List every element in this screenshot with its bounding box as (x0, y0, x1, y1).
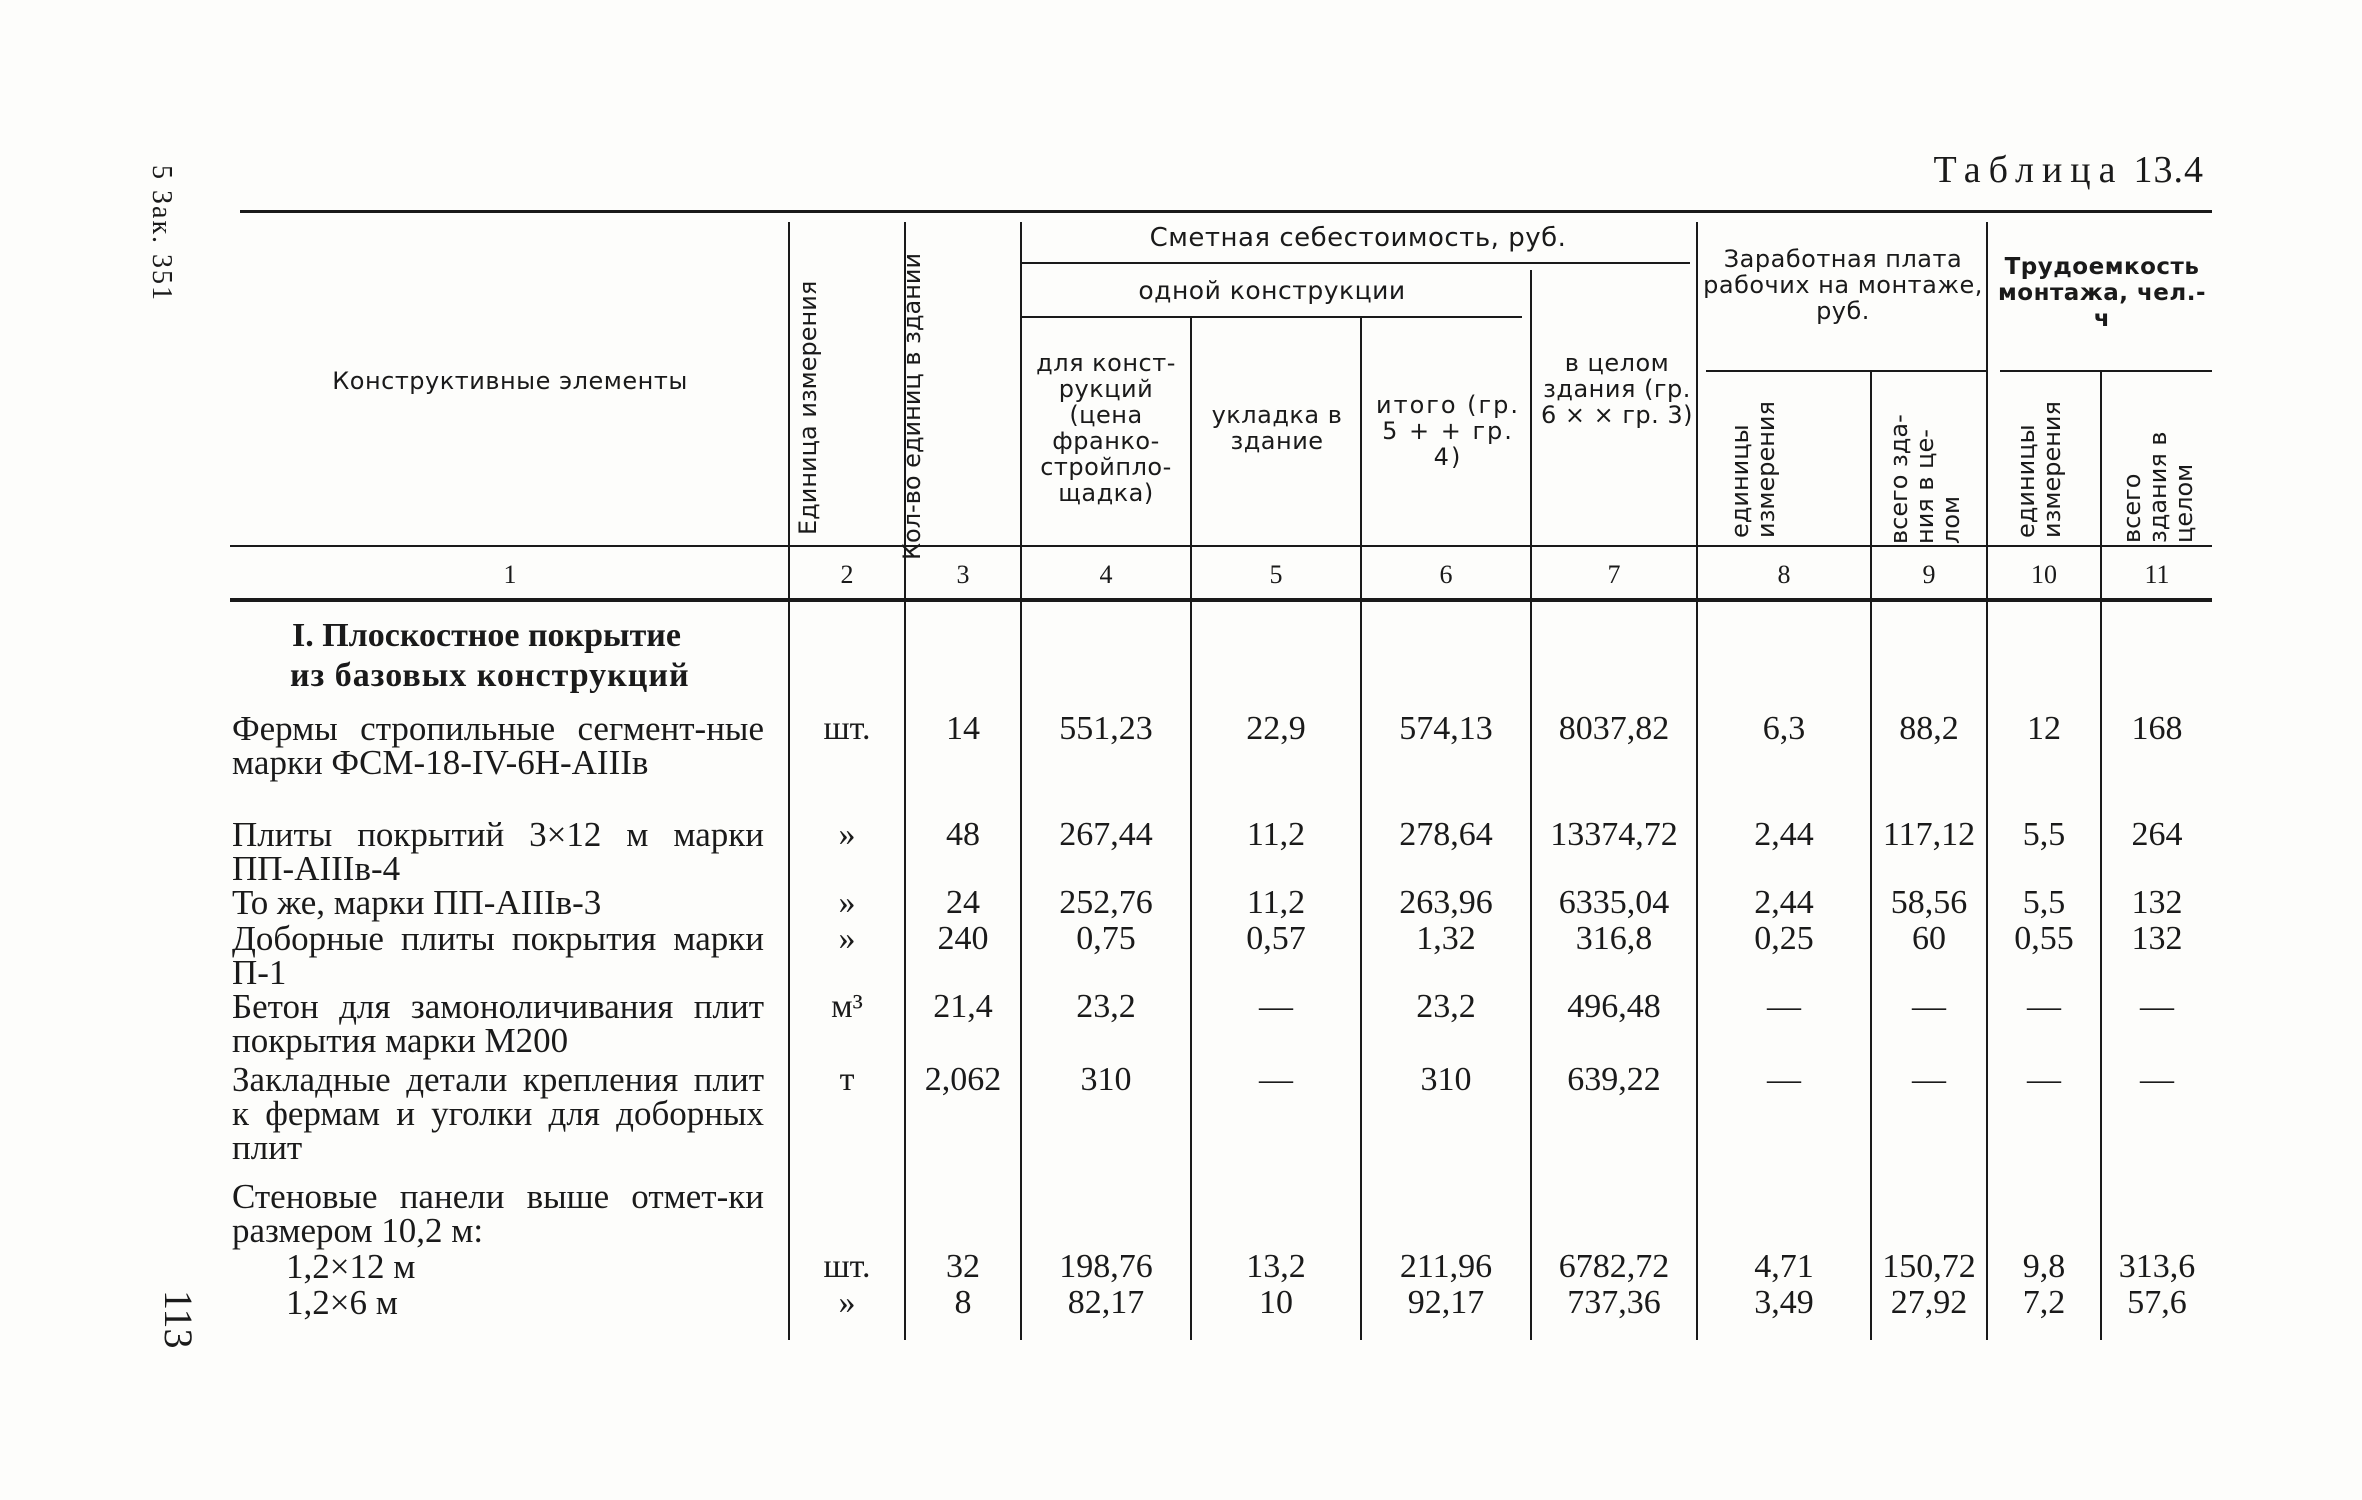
col-divider-7 (1696, 222, 1698, 1340)
header-col6: итого (гр. 5 + + гр. 4) (1375, 391, 1521, 471)
cell-qty: 2,062 (924, 1061, 1002, 1098)
header-wage-group: Заработная плата рабочих на монтаже, руб. (1703, 245, 1983, 325)
cell-c5: 11,2 (1246, 884, 1306, 921)
cell-c11: 313,6 (2118, 1248, 2196, 1285)
cell-c10: 12 (2027, 710, 2061, 747)
col-divider-3 (1020, 222, 1022, 1340)
header-col4: для конст-рукций (цена франко-стройпло-щадка) (1036, 349, 1176, 507)
header-col9: всего зда-ния в це-лом (1885, 414, 1965, 544)
cell-element-name: Бетон для замоноличивания плит покрытия марки М200 (232, 987, 764, 1060)
cell-c5: 11,2 (1246, 816, 1306, 853)
table-title (1933, 148, 2204, 192)
cell-c8: 0,25 (1754, 920, 1814, 957)
header-bottom-rule (230, 545, 2212, 547)
table-title-number: 13.4 (2133, 149, 2204, 191)
cell-c7: 8037,82 (1558, 710, 1670, 747)
cell-c7: 496,48 (1567, 988, 1661, 1025)
cell-c9: 117,12 (1882, 816, 1976, 853)
cell-element-name: Плиты покрытий 3×12 м марки ПП-AIIIв-4 (232, 815, 764, 888)
cell-c11: 57,6 (2127, 1284, 2187, 1321)
cell-c9: 150,72 (1882, 1248, 1976, 1285)
col-divider-10 (2100, 372, 2102, 1340)
cell-c6: 211,96 (1399, 1248, 1493, 1285)
cell-c4: 198,76 (1059, 1248, 1153, 1285)
cell-unit: шт. (823, 1248, 871, 1285)
table-title-label: Таблица (1933, 149, 2124, 191)
printing-order-note: 5 Зак. 351 (146, 165, 177, 303)
colnum-bottom-rule (230, 598, 2212, 602)
col-divider-6 (1530, 270, 1532, 1340)
cell-c4: 310 (1080, 1061, 1132, 1098)
cell-c6: 23,2 (1416, 988, 1476, 1025)
cell-c7: 316,8 (1575, 920, 1653, 957)
section-heading (230, 616, 775, 696)
cell-c5: 13,2 (1246, 1248, 1306, 1285)
cell-qty: 14 (946, 710, 980, 747)
cell-unit: » (838, 1284, 856, 1321)
cell-c7: 13374,72 (1550, 816, 1678, 853)
cell-c8: — (1767, 1061, 1801, 1098)
cell-c9: — (1912, 988, 1946, 1025)
cell-c7: 737,36 (1567, 1284, 1661, 1321)
cost-group-rule (1022, 262, 1690, 264)
cell-c4: 82,17 (1067, 1284, 1145, 1321)
cell-element-name: Доборные плиты покрытия марки П-1 (232, 919, 764, 992)
col-divider-9 (1986, 222, 1988, 1340)
cell-c11: 264 (2131, 816, 2183, 853)
cell-unit: » (838, 920, 856, 957)
cell-element-name: 1,2×12 м (286, 1247, 416, 1286)
cell-element-name: То же, марки ПП-AIIIв-3 (232, 883, 602, 922)
cell-c8: 3,49 (1754, 1284, 1814, 1321)
header-one-construction: одной конструкции (1138, 276, 1406, 305)
cell-unit: т (839, 1061, 855, 1098)
cell-c8: 2,44 (1754, 884, 1814, 921)
column-number-3: 3 (956, 560, 970, 589)
cell-c11: 132 (2131, 884, 2183, 921)
header-labor-group: Трудоемкость монтажа, чел.-ч (1997, 254, 2206, 332)
cell-c9: 27,92 (1890, 1284, 1968, 1321)
header-col10: единицы измерения (2012, 401, 2066, 538)
header-structural-elements: Конструктивные элементы (332, 367, 688, 395)
cell-c4: 267,44 (1059, 816, 1153, 853)
cell-c10: 9,8 (2022, 1248, 2066, 1285)
section-heading-line1: I. Плоскостное покрытие (292, 617, 681, 654)
cell-c4: 551,23 (1059, 710, 1153, 747)
cell-c5: 10 (1259, 1284, 1293, 1321)
cell-c8: 2,44 (1754, 816, 1814, 853)
cell-c5: — (1259, 1061, 1293, 1098)
table-top-rule (240, 210, 2212, 213)
column-number-10: 10 (2031, 560, 2057, 589)
cell-c5: 0,57 (1246, 920, 1306, 957)
cell-qty: 24 (946, 884, 980, 921)
cell-c4: 252,76 (1059, 884, 1153, 921)
cell-c9: 58,56 (1890, 884, 1968, 921)
cell-unit: шт. (823, 710, 871, 747)
cell-c10: — (2027, 988, 2061, 1025)
cell-c8: 4,71 (1754, 1248, 1814, 1285)
cell-c7: 6335,04 (1558, 884, 1670, 921)
cell-c9: — (1912, 1061, 1946, 1098)
column-number-2: 2 (840, 560, 854, 589)
cell-c7: 639,22 (1567, 1061, 1661, 1098)
cell-c6: 92,17 (1407, 1284, 1485, 1321)
column-number-6: 6 (1439, 560, 1453, 589)
col-divider-8 (1870, 372, 1872, 1340)
cell-qty: 21,4 (933, 988, 993, 1025)
cell-c8: 6,3 (1762, 710, 1806, 747)
column-number-1: 1 (503, 560, 517, 589)
wage-group-rule (1706, 370, 1988, 372)
cell-c10: 7,2 (2022, 1284, 2066, 1321)
header-col8: единицы измерения (1726, 401, 1780, 538)
header-unit: Единица измерения (794, 280, 822, 535)
cell-element-name: Закладные детали крепления плит к фермам и уголки для доборных плит (232, 1060, 764, 1167)
cell-element-name: Стеновые панели выше отмет-ки размером 10,2 м: (232, 1177, 764, 1250)
cell-c11: — (2140, 1061, 2174, 1098)
header-cost-group: Сметная себестоимость, руб. (1149, 223, 1567, 253)
one-construction-rule (1022, 316, 1522, 318)
cell-c11: — (2140, 988, 2174, 1025)
cell-element-name: Фермы стропильные сегмент-ные марки ФСМ-18-IV-6Н-AIIIв (232, 709, 764, 782)
cell-c4: 0,75 (1076, 920, 1136, 957)
column-number-9: 9 (1922, 560, 1936, 589)
cell-c6: 574,13 (1399, 710, 1493, 747)
cell-c10: 5,5 (2022, 816, 2066, 853)
cell-c10: — (2027, 1061, 2061, 1098)
cell-c8: — (1767, 988, 1801, 1025)
cell-c10: 0,55 (2014, 920, 2074, 957)
cell-element-name: 1,2×6 м (286, 1283, 398, 1322)
cell-c9: 60 (1912, 920, 1946, 957)
cell-c6: 1,32 (1416, 920, 1476, 957)
section-heading-line2: из базовых конструкций (290, 657, 690, 694)
cell-c5: 22,9 (1246, 710, 1306, 747)
cell-c10: 5,5 (2022, 884, 2066, 921)
cell-qty: 32 (946, 1248, 980, 1285)
column-number-7: 7 (1607, 560, 1621, 589)
header-col7: в целом здания (гр. 6 × × гр. 3) (1540, 349, 1694, 429)
cell-c11: 132 (2131, 920, 2183, 957)
col-divider-1 (788, 222, 790, 1340)
cell-c9: 88,2 (1899, 710, 1959, 747)
header-quantity: Кол-во единиц в здании (898, 252, 926, 560)
page-number: 113 (156, 1290, 201, 1349)
cell-qty: 8 (954, 1284, 972, 1321)
cell-unit: » (838, 816, 856, 853)
column-number-11: 11 (2144, 560, 2170, 589)
cell-unit: » (838, 884, 856, 921)
cell-unit: м³ (831, 988, 863, 1025)
column-number-4: 4 (1099, 560, 1113, 589)
cell-c6: 263,96 (1399, 884, 1493, 921)
cell-c11: 168 (2131, 710, 2183, 747)
cell-qty: 48 (946, 816, 980, 853)
cell-c6: 278,64 (1399, 816, 1493, 853)
header-col5: укладка в здание (1211, 401, 1343, 455)
cell-qty: 240 (937, 920, 989, 957)
labor-group-rule (2000, 370, 2212, 372)
cell-c5: — (1259, 988, 1293, 1025)
column-number-8: 8 (1777, 560, 1791, 589)
header-col11: всего здания в целом (2118, 431, 2198, 543)
cell-c7: 6782,72 (1558, 1248, 1670, 1285)
cell-c4: 23,2 (1076, 988, 1136, 1025)
cell-c6: 310 (1420, 1061, 1472, 1098)
column-number-5: 5 (1269, 560, 1283, 589)
